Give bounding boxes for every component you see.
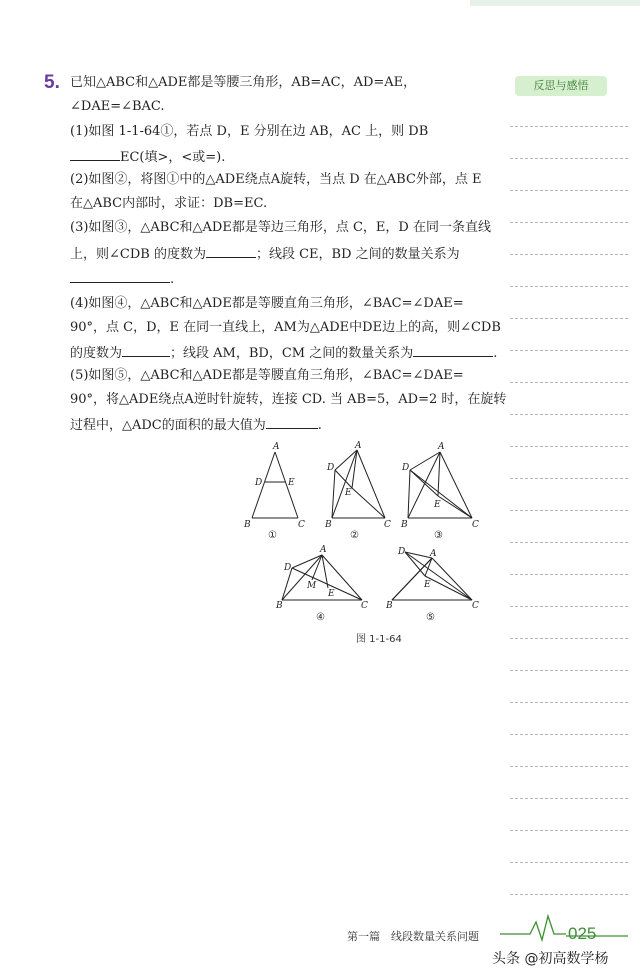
- part-5-line: 90°，将△ADE绕点A逆时针旋转，连接 CD. 当 AB=5，AD=2 时，在旋转: [70, 392, 507, 407]
- note-line: [510, 318, 628, 319]
- figure-caption: 图 1-1-64: [356, 634, 402, 645]
- label-D: D: [398, 547, 406, 557]
- answer-blank: [206, 245, 256, 258]
- label-E: E: [434, 500, 441, 510]
- note-line: [510, 606, 628, 607]
- note-line: [510, 702, 628, 703]
- note-line: [510, 734, 628, 735]
- part-4-text: ；线段 AM，BD，CM 之间的数量关系为: [170, 346, 414, 361]
- note-line: [510, 894, 628, 895]
- question-stem-line: ∠DAE=∠BAC.: [70, 99, 165, 114]
- part-3-line: [70, 270, 174, 287]
- label-D: D: [327, 463, 335, 473]
- label-A: A: [273, 442, 280, 452]
- label-C: C: [472, 520, 479, 530]
- label-D: D: [284, 563, 292, 573]
- label-C: C: [298, 520, 305, 530]
- note-line: [510, 862, 628, 863]
- note-line: [510, 254, 628, 255]
- top-color-strip: [470, 0, 640, 6]
- part-3-line: [70, 245, 460, 262]
- figure-2: [332, 450, 385, 518]
- note-line: [510, 158, 628, 159]
- part-3-text: .: [170, 272, 175, 287]
- label-E: E: [345, 488, 352, 498]
- note-line: [510, 286, 628, 287]
- label-C: C: [361, 601, 368, 611]
- note-line: [510, 350, 628, 351]
- label-C: C: [472, 601, 479, 611]
- note-line: [510, 510, 628, 511]
- part-2-line: (2)如图②，将图①中的△ADE绕点A旋转，当点 D 在△ABC外部，点 E: [70, 172, 482, 187]
- note-line: [510, 478, 628, 479]
- figure-1-1-64: [240, 440, 490, 630]
- note-line: [510, 190, 628, 191]
- part-3-text: 上，则∠CDB 的度数为: [70, 247, 206, 262]
- figure-number: ⑤: [426, 612, 435, 623]
- label-A: A: [430, 549, 437, 559]
- heartbeat-line-icon: [500, 912, 630, 942]
- label-B: B: [386, 601, 393, 611]
- note-line: [510, 414, 628, 415]
- figure-4: [282, 555, 362, 600]
- figure-number: ④: [316, 612, 325, 623]
- label-D: D: [402, 463, 410, 473]
- label-E: E: [424, 580, 431, 590]
- part-1-line: [70, 148, 225, 165]
- answer-blank: [413, 344, 493, 357]
- label-B: B: [401, 520, 408, 530]
- note-line: [510, 798, 628, 799]
- label-B: B: [244, 520, 251, 530]
- note-line: [510, 830, 628, 831]
- answer-blank: [266, 416, 318, 429]
- label-A: A: [438, 442, 445, 452]
- label-E: E: [288, 478, 295, 488]
- note-line: [510, 638, 628, 639]
- question-stem-line: 已知△ABC和△ADE都是等腰三角形，AB=AC，AD=AE，: [70, 75, 417, 90]
- note-line: [510, 126, 628, 127]
- note-line: [510, 766, 628, 767]
- part-4-line: [70, 344, 497, 361]
- part-4-line: (4)如图④，△ABC和△ADE都是等腰直角三角形，∠BAC=∠DAE=: [70, 296, 464, 311]
- note-line: [510, 542, 628, 543]
- figure-number: ①: [268, 530, 277, 541]
- figure-5: [392, 552, 472, 600]
- part-3-text: ；线段 CE，BD 之间的数量关系为: [255, 247, 460, 262]
- watermark-text: 头条 @初高数学杨: [492, 951, 609, 967]
- answer-blank: [70, 148, 120, 161]
- sidebar-title: 反思与感悟: [515, 76, 607, 96]
- note-line: [510, 574, 628, 575]
- note-line: [510, 670, 628, 671]
- figure-number: ②: [350, 530, 359, 541]
- label-C: C: [384, 520, 391, 530]
- label-A: A: [355, 441, 362, 451]
- part-4-text: 的度数为: [70, 346, 123, 361]
- answer-blank: [70, 270, 170, 283]
- label-E: E: [328, 589, 335, 599]
- label-M: M: [307, 581, 317, 591]
- part-1-text: EC(填>，<或=).: [120, 150, 226, 165]
- part-5-text: .: [317, 418, 322, 433]
- answer-blank: [122, 344, 170, 357]
- part-4-line: 90°，点 C，D，E 在同一直线上，AM为△ADE中DE边上的高，则∠CDB: [70, 320, 501, 335]
- figure-number: ③: [434, 530, 443, 541]
- part-4-text: .: [493, 346, 498, 361]
- page-number: 025: [568, 924, 597, 943]
- label-D: D: [255, 478, 263, 488]
- part-5-line: [70, 416, 322, 433]
- note-line: [510, 446, 628, 447]
- part-5-text: 过程中，△ADC的面积的最大值为: [70, 418, 266, 433]
- part-5-line: (5)如图⑤，△ABC和△ADE都是等腰直角三角形，∠BAC=∠DAE=: [70, 368, 464, 383]
- label-A: A: [320, 545, 327, 555]
- note-line: [510, 382, 628, 383]
- part-3-line: (3)如图③，△ABC和△ADE都是等边三角形，点 C，E，D 在同一条直线: [70, 220, 491, 235]
- question-number: 5.: [44, 72, 60, 93]
- part-2-line: 在△ABC内部时，求证：DB=EC.: [70, 196, 268, 211]
- label-B: B: [276, 601, 283, 611]
- footer-chapter: 第一篇 线段数量关系问题: [347, 930, 479, 943]
- note-line: [510, 222, 628, 223]
- part-1-line: (1)如图 1-1-64①，若点 D，E 分别在边 AB，AC 上，则 DB: [70, 124, 429, 139]
- label-B: B: [325, 520, 332, 530]
